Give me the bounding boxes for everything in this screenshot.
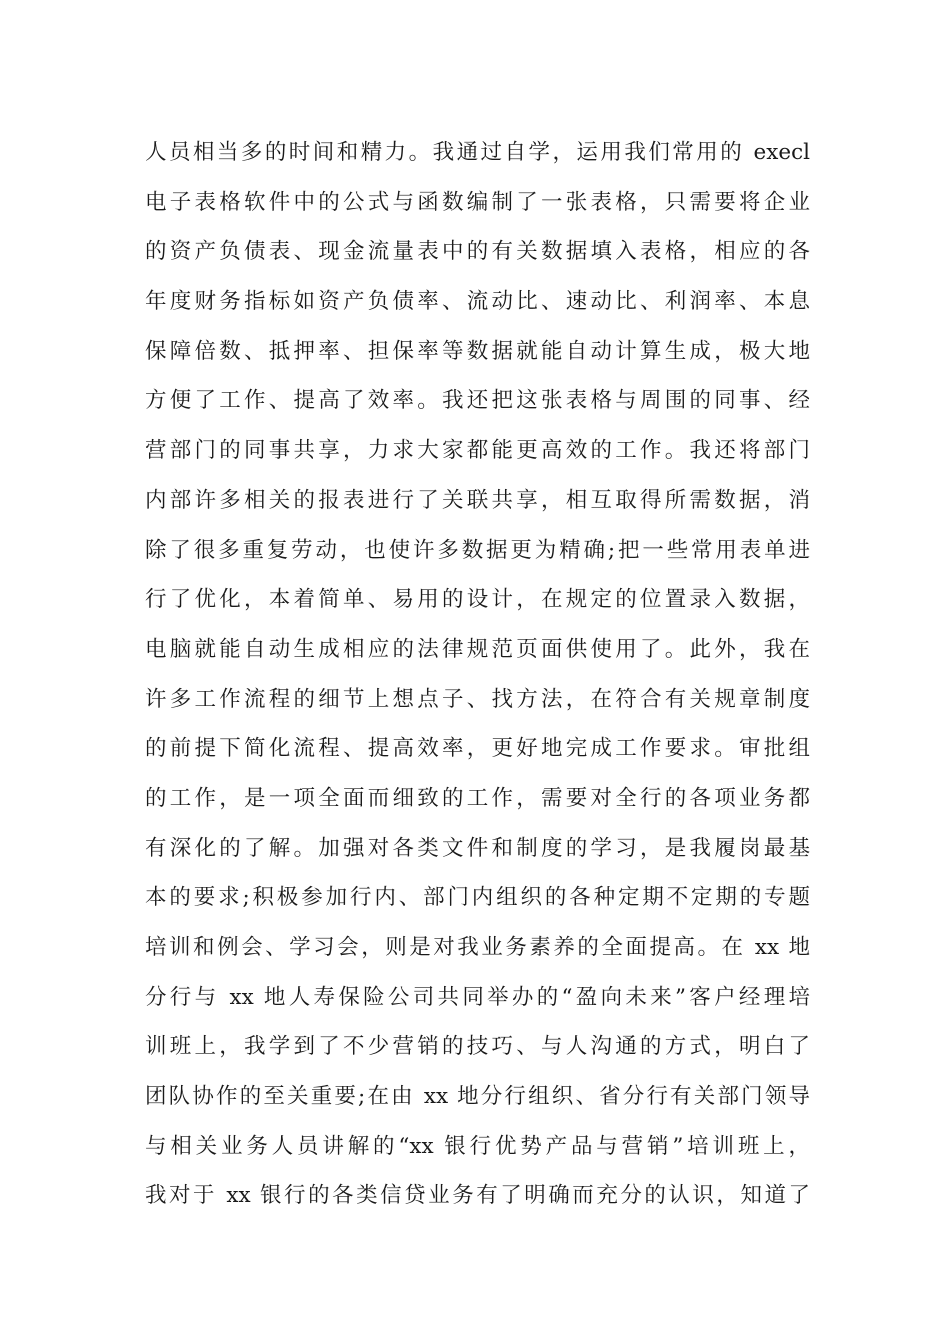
text-line: 保障倍数、抵押率、担保率等数据就能自动计算生成，极大地	[145, 338, 810, 364]
text-line: 的前提下简化流程、提高效率，更好地完成工作要求。审批组	[145, 736, 810, 762]
text-line: 团队协作的至关重要;在由 xx 地分行组织、省分行有关部门领导	[145, 1084, 810, 1110]
text-line: 培训和例会、学习会，则是对我业务素养的全面提高。在 xx 地	[145, 935, 810, 960]
text-line: 的工作，是一项全面而细致的工作，需要对全行的各项业务都	[145, 785, 810, 811]
text-line: 与相关业务人员讲解的“xx 银行优势产品与营销”培训班上，	[145, 1133, 810, 1159]
text-line: 我对于 xx 银行的各类信贷业务有了明确而充分的认识，知道了	[145, 1183, 810, 1209]
text-line: 许多工作流程的细节上想点子、找方法，在符合有关规章制度	[145, 686, 810, 712]
text-line: 本的要求;积极参加行内、部门内组织的各种定期不定期的专题	[145, 885, 810, 911]
text-line: 分行与 xx 地人寿保险公司共同举办的“盈向未来”客户经理培	[145, 984, 810, 1010]
body-paragraph	[145, 128, 810, 1221]
text-line: 的资产负债表、现金流量表中的有关数据填入表格，相应的各	[145, 239, 810, 265]
text-line: 有深化的了解。加强对各类文件和制度的学习，是我履岗最基	[145, 835, 810, 861]
text-line: 方便了工作、提高了效率。我还把这张表格与周围的同事、经	[145, 388, 810, 414]
text-line: 内部许多相关的报表进行了关联共享，相互取得所需数据，消	[145, 487, 810, 513]
text-line: 电脑就能自动生成相应的法律规范页面供使用了。此外，我在	[145, 636, 810, 662]
text-line: 年度财务指标如资产负债率、流动比、速动比、利润率、本息	[145, 289, 810, 315]
text-line: 训班上，我学到了不少营销的技巧、与人沟通的方式，明白了	[145, 1034, 810, 1060]
text-line: 电子表格软件中的公式与函数编制了一张表格，只需要将企业	[145, 189, 810, 215]
text-line: 行了优化，本着简单、易用的设计，在规定的位置录入数据，	[145, 587, 810, 613]
text-line: 营部门的同事共享，力求大家都能更高效的工作。我还将部门	[145, 438, 810, 464]
text-line: 除了很多重复劳动，也使许多数据更为精确;把一些常用表单进	[145, 537, 810, 563]
text-line: 人员相当多的时间和精力。我通过自学，运用我们常用的 execl	[145, 140, 810, 165]
